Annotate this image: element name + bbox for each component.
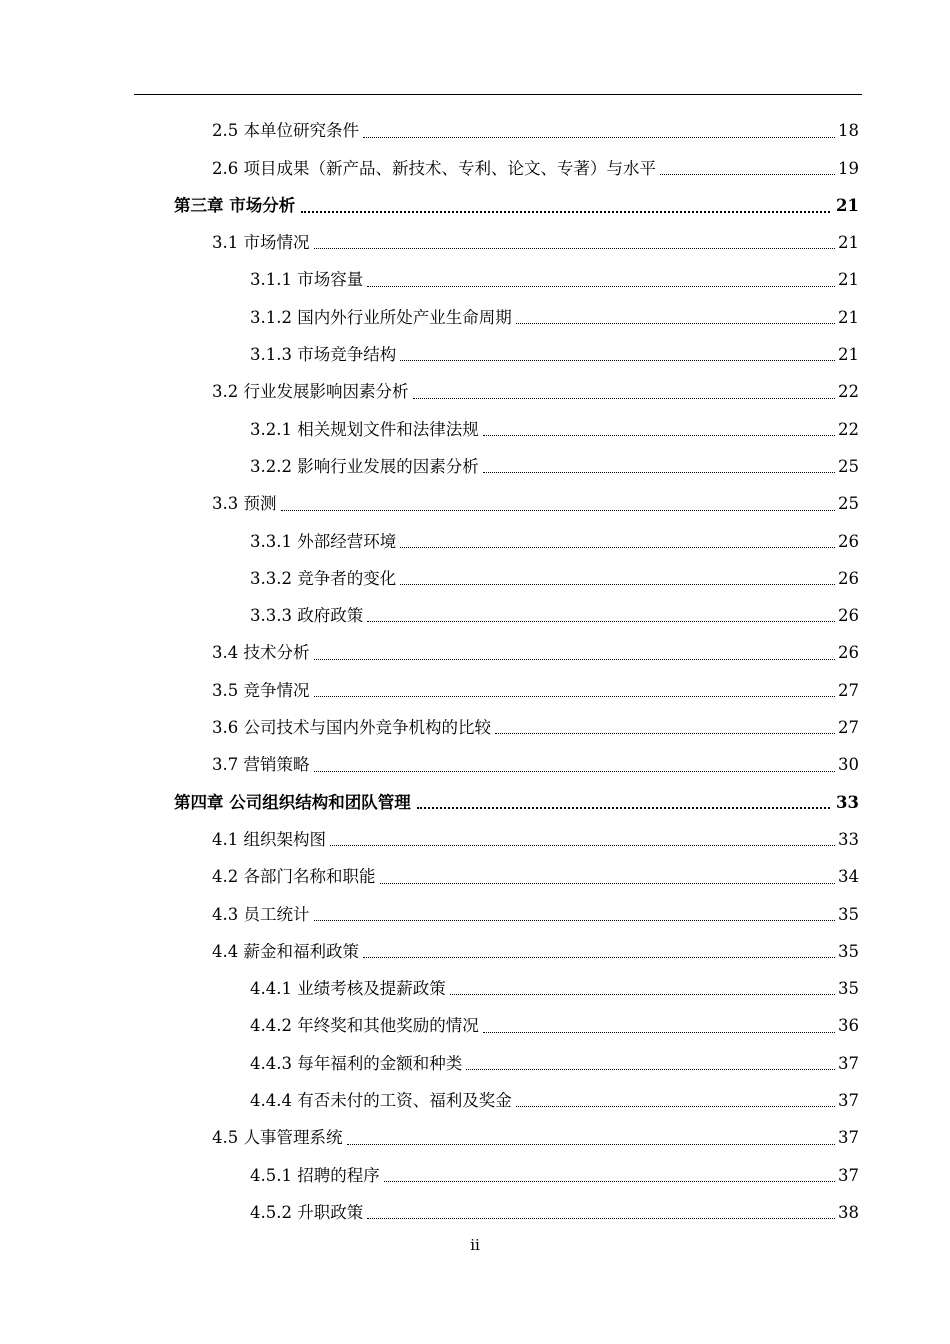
toc-dot-leader (516, 1105, 835, 1107)
toc-entry[interactable] (212, 486, 859, 523)
toc-dot-leader (483, 471, 835, 473)
toc-entry-page-number: 21 (838, 307, 859, 327)
toc-entry-label: 3.5 竞争情况 (212, 680, 310, 700)
toc-dot-leader (660, 173, 835, 175)
toc-entry[interactable] (250, 337, 859, 374)
toc-dot-leader (413, 397, 836, 399)
toc-entry-label: 3.2 行业发展影响因素分析 (212, 382, 409, 402)
toc-dot-leader (495, 732, 835, 734)
toc-entry-label: 第四章 公司组织结构和团队管理 (174, 792, 411, 812)
toc-entry[interactable] (250, 1195, 859, 1232)
toc-entry-label: 3.1 市场情况 (212, 233, 310, 253)
toc-entry[interactable] (212, 635, 859, 672)
toc-entry[interactable] (212, 859, 859, 896)
toc-entry-label: 4.4.3 每年福利的金额和种类 (250, 1053, 463, 1073)
toc-entry-label: 4.5.2 升职政策 (250, 1202, 364, 1222)
toc-entry-page-number: 18 (838, 121, 859, 141)
toc-entry-page-number: 27 (838, 680, 859, 700)
toc-entry[interactable] (250, 561, 859, 598)
toc-dot-leader (314, 919, 836, 921)
toc-entry-label: 3.7 营销策略 (212, 755, 310, 775)
toc-entry[interactable] (250, 971, 859, 1008)
toc-entry-label: 4.4.1 业绩考核及提薪政策 (250, 979, 446, 999)
toc-entry-label: 3.1.2 国内外行业所处产业生命周期 (250, 307, 512, 327)
toc-entry-label: 4.2 各部门名称和职能 (212, 867, 376, 887)
page-number: ii (470, 1236, 480, 1254)
toc-entry-page-number: 21 (838, 345, 859, 365)
toc-entry-page-number: 35 (838, 941, 859, 961)
toc-dot-leader (314, 770, 836, 772)
toc-entry[interactable] (212, 822, 859, 859)
toc-entry-page-number: 26 (838, 643, 859, 663)
toc-entry[interactable] (212, 934, 859, 971)
toc-dot-leader (367, 1217, 835, 1219)
toc-entry-page-number: 36 (838, 1016, 859, 1036)
toc-entry-page-number: 19 (838, 158, 859, 178)
toc-entry[interactable] (212, 150, 859, 187)
toc-entry-page-number: 37 (838, 1053, 859, 1073)
toc-dot-leader (483, 434, 835, 436)
toc-dot-leader (400, 359, 835, 361)
toc-entry-label: 3.2.2 影响行业发展的因素分析 (250, 456, 479, 476)
toc-dot-leader (380, 882, 836, 884)
toc-entry-page-number: 30 (838, 755, 859, 775)
toc-dot-leader (367, 285, 835, 287)
toc-dot-leader (483, 1031, 835, 1033)
toc-entry-label: 2.6 项目成果（新产品、新技术、专利、论文、专著）与水平 (212, 158, 656, 178)
toc-entry-page-number: 35 (838, 979, 859, 999)
toc-entry-label: 3.3.2 竞争者的变化 (250, 568, 397, 588)
toc-dot-leader (281, 509, 836, 511)
toc-chapter-entry[interactable] (174, 188, 859, 225)
toc-entry[interactable] (250, 523, 859, 560)
toc-entry-label: 3.2.1 相关规划文件和法律法规 (250, 419, 479, 439)
toc-entry-label: 4.4.4 有否未付的工资、福利及奖金 (250, 1091, 512, 1111)
toc-entry[interactable] (212, 710, 859, 747)
toc-entry-page-number: 21 (838, 270, 859, 290)
toc-dot-leader (363, 136, 835, 138)
toc-dot-leader (314, 247, 836, 249)
toc-entry[interactable] (212, 896, 859, 933)
toc-entry-page-number: 35 (838, 904, 859, 924)
toc-entry[interactable] (250, 449, 859, 486)
toc-entry-page-number: 26 (838, 568, 859, 588)
toc-entry-label: 第三章 市场分析 (174, 195, 296, 215)
toc-entry[interactable] (250, 598, 859, 635)
toc-dot-leader (301, 210, 830, 213)
toc-entry-label: 4.4 薪金和福利政策 (212, 941, 359, 961)
toc-dot-leader (314, 658, 836, 660)
toc-entry-page-number: 37 (838, 1128, 859, 1148)
toc-entry-label: 2.5 本单位研究条件 (212, 121, 359, 141)
toc-dot-leader (400, 546, 835, 548)
toc-entry[interactable] (250, 300, 859, 337)
toc-entry-page-number: 33 (836, 792, 859, 812)
toc-dot-leader (367, 620, 835, 622)
toc-entry[interactable] (250, 1083, 859, 1120)
toc-entry-label: 3.3.1 外部经营环境 (250, 531, 397, 551)
toc-entry-page-number: 38 (838, 1202, 859, 1222)
toc-dot-leader (314, 695, 836, 697)
toc-dot-leader (466, 1068, 835, 1070)
toc-dot-leader (450, 993, 835, 995)
toc-entry-label: 4.5 人事管理系统 (212, 1128, 343, 1148)
header-rule (134, 94, 862, 95)
toc-entry-label: 4.4.2 年终奖和其他奖励的情况 (250, 1016, 479, 1036)
toc-entry-page-number: 26 (838, 606, 859, 626)
toc-entry[interactable] (250, 1008, 859, 1045)
toc-entry-page-number: 37 (838, 1165, 859, 1185)
toc-entry-label: 3.4 技术分析 (212, 643, 310, 663)
toc-dot-leader (330, 844, 835, 846)
toc-entry-page-number: 37 (838, 1091, 859, 1111)
toc-entry-page-number: 33 (838, 829, 859, 849)
toc-entry[interactable] (250, 1157, 859, 1194)
toc-entry[interactable] (250, 262, 859, 299)
toc-entry-label: 3.6 公司技术与国内外竞争机构的比较 (212, 718, 491, 738)
toc-entry[interactable] (212, 747, 859, 784)
toc-entry-page-number: 22 (838, 382, 859, 402)
toc-entry[interactable] (212, 1120, 859, 1157)
toc-entry-label: 3.1.3 市场竞争结构 (250, 345, 397, 365)
toc-entry[interactable] (212, 225, 859, 262)
toc-dot-leader (384, 1180, 835, 1182)
toc-entry-label: 3.3 预测 (212, 494, 277, 514)
toc-entry-label: 4.1 组织架构图 (212, 829, 326, 849)
toc-dot-leader (417, 806, 830, 809)
toc-dot-leader (363, 956, 835, 958)
toc-dot-leader (400, 583, 835, 585)
toc-entry-page-number: 27 (838, 718, 859, 738)
toc-entry-page-number: 22 (838, 419, 859, 439)
toc-entry[interactable] (250, 411, 859, 448)
toc-entry-label: 4.5.1 招聘的程序 (250, 1165, 380, 1185)
toc-entry-page-number: 21 (836, 195, 859, 215)
toc-entry-page-number: 25 (838, 456, 859, 476)
toc-entry-page-number: 21 (838, 233, 859, 253)
toc-entry[interactable] (212, 374, 859, 411)
toc-entry[interactable] (250, 1046, 859, 1083)
toc-chapter-entry[interactable] (174, 784, 859, 821)
toc-dot-leader (516, 322, 835, 324)
toc-entry-page-number: 34 (838, 867, 859, 887)
toc-entry-label: 3.3.3 政府政策 (250, 606, 364, 626)
toc-entry-label: 3.1.1 市场容量 (250, 270, 364, 290)
toc-entry[interactable] (212, 113, 859, 150)
toc-entry-label: 4.3 员工统计 (212, 904, 310, 924)
toc-entry[interactable] (212, 673, 859, 710)
toc-entry-page-number: 26 (838, 531, 859, 551)
toc-entry-page-number: 25 (838, 494, 859, 514)
toc-dot-leader (347, 1143, 836, 1145)
